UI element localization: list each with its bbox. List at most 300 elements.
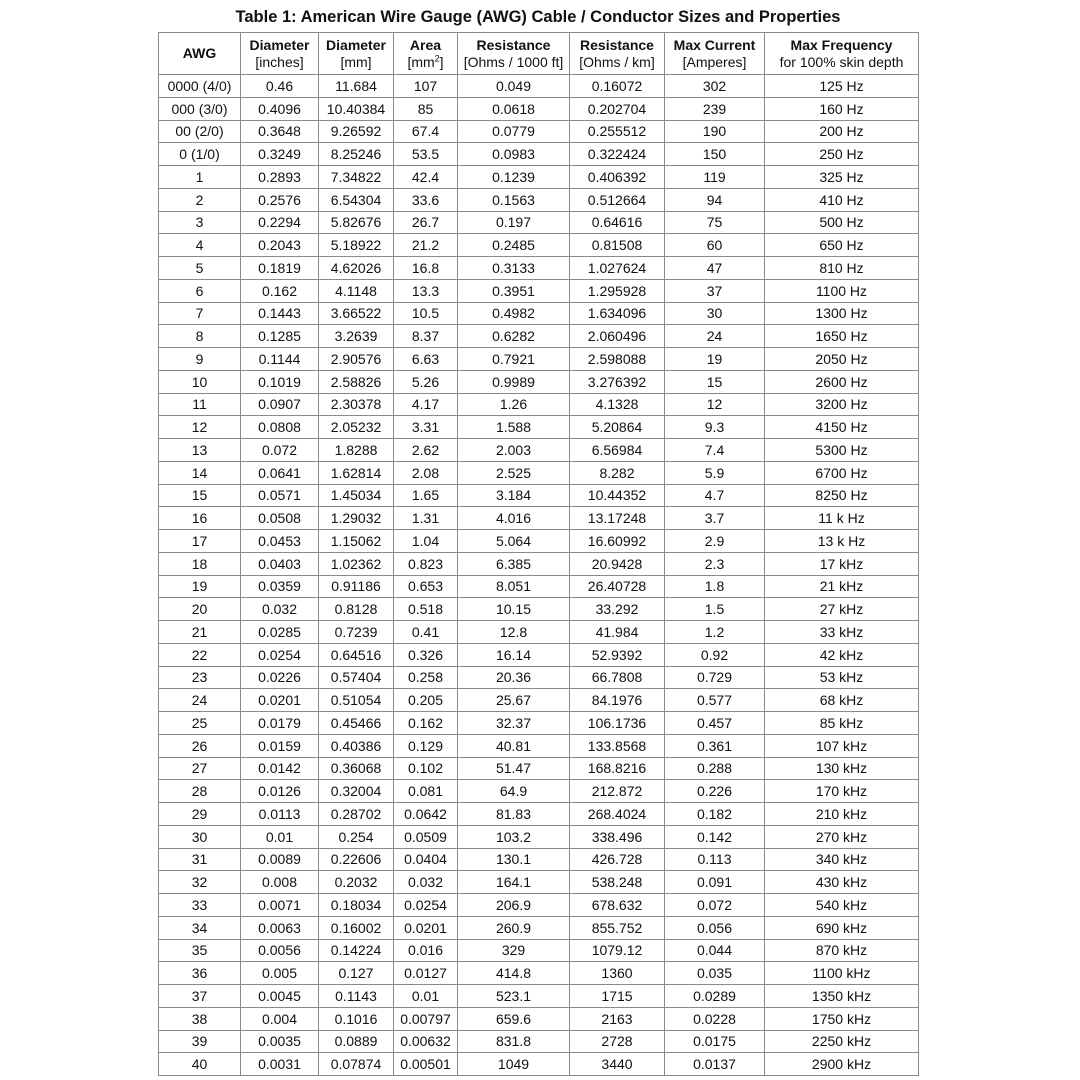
header-unit: [Ohms / km] xyxy=(579,53,655,70)
resistance-km-cell: 2.060496 xyxy=(570,325,665,348)
resistance-ft-cell: 3.184 xyxy=(458,484,570,507)
header-awg xyxy=(159,33,241,75)
awg-cell: 8 xyxy=(159,325,241,348)
table-row xyxy=(159,621,919,644)
resistance-ft-cell: 0.1563 xyxy=(458,188,570,211)
area-cell: 0.326 xyxy=(394,643,458,666)
header-unit-pre: [mm xyxy=(407,53,435,70)
diameter-mm-cell: 0.1143 xyxy=(319,985,394,1008)
header-title: Resistance xyxy=(476,36,551,53)
max-frequency-cell: 1100 kHz xyxy=(765,962,919,985)
awg-cell: 1 xyxy=(159,166,241,189)
diameter-inches-cell: 0.005 xyxy=(241,962,319,985)
awg-cell: 28 xyxy=(159,780,241,803)
resistance-ft-cell: 523.1 xyxy=(458,985,570,1008)
diameter-inches-cell: 0.0571 xyxy=(241,484,319,507)
diameter-inches-cell: 0.0226 xyxy=(241,666,319,689)
awg-cell: 23 xyxy=(159,666,241,689)
awg-cell: 39 xyxy=(159,1030,241,1053)
awg-cell: 3 xyxy=(159,211,241,234)
resistance-ft-cell: 1.588 xyxy=(458,416,570,439)
area-cell: 53.5 xyxy=(394,143,458,166)
resistance-ft-cell: 0.0779 xyxy=(458,120,570,143)
awg-cell: 22 xyxy=(159,643,241,666)
diameter-inches-cell: 0.0285 xyxy=(241,621,319,644)
resistance-ft-cell: 0.3951 xyxy=(458,279,570,302)
awg-cell: 12 xyxy=(159,416,241,439)
diameter-mm-cell: 0.07874 xyxy=(319,1053,394,1076)
max-current-cell: 75 xyxy=(665,211,765,234)
diameter-mm-cell: 3.66522 xyxy=(319,302,394,325)
diameter-mm-cell: 1.8288 xyxy=(319,439,394,462)
area-cell: 1.31 xyxy=(394,507,458,530)
max-current-cell: 190 xyxy=(665,120,765,143)
awg-cell: 000 (3/0) xyxy=(159,97,241,120)
table-row xyxy=(159,1053,919,1076)
max-current-cell: 0.226 xyxy=(665,780,765,803)
diameter-inches-cell: 0.0808 xyxy=(241,416,319,439)
max-frequency-cell: 270 kHz xyxy=(765,825,919,848)
resistance-ft-cell: 20.36 xyxy=(458,666,570,689)
resistance-km-cell: 0.64616 xyxy=(570,211,665,234)
awg-cell: 35 xyxy=(159,939,241,962)
diameter-inches-cell: 0.01 xyxy=(241,825,319,848)
diameter-mm-cell: 11.684 xyxy=(319,75,394,98)
table-row xyxy=(159,939,919,962)
area-cell: 0.102 xyxy=(394,757,458,780)
table-row xyxy=(159,575,919,598)
diameter-inches-cell: 0.0641 xyxy=(241,461,319,484)
awg-cell: 10 xyxy=(159,370,241,393)
table-row xyxy=(159,985,919,1008)
diameter-mm-cell: 0.45466 xyxy=(319,712,394,735)
max-frequency-cell: 53 kHz xyxy=(765,666,919,689)
max-frequency-cell: 2600 Hz xyxy=(765,370,919,393)
max-current-cell: 7.4 xyxy=(665,439,765,462)
resistance-ft-cell: 32.37 xyxy=(458,712,570,735)
max-frequency-cell: 6700 Hz xyxy=(765,461,919,484)
area-cell: 67.4 xyxy=(394,120,458,143)
max-frequency-cell: 5300 Hz xyxy=(765,439,919,462)
max-frequency-cell: 8250 Hz xyxy=(765,484,919,507)
max-current-cell: 0.113 xyxy=(665,848,765,871)
awg-cell: 40 xyxy=(159,1053,241,1076)
resistance-ft-cell: 0.049 xyxy=(458,75,570,98)
diameter-mm-cell: 1.15062 xyxy=(319,530,394,553)
resistance-km-cell: 3.276392 xyxy=(570,370,665,393)
resistance-km-cell: 13.17248 xyxy=(570,507,665,530)
area-cell: 1.65 xyxy=(394,484,458,507)
header-unit: [inches] xyxy=(255,53,304,70)
header-title: Area xyxy=(409,36,442,53)
diameter-inches-cell: 0.008 xyxy=(241,871,319,894)
max-current-cell: 0.457 xyxy=(665,712,765,735)
diameter-inches-cell: 0.0113 xyxy=(241,803,319,826)
max-frequency-cell: 4150 Hz xyxy=(765,416,919,439)
resistance-km-cell: 66.7808 xyxy=(570,666,665,689)
max-current-cell: 0.288 xyxy=(665,757,765,780)
diameter-mm-cell: 5.18922 xyxy=(319,234,394,257)
awg-cell: 37 xyxy=(159,985,241,1008)
diameter-mm-cell: 10.40384 xyxy=(319,97,394,120)
diameter-inches-cell: 0.2294 xyxy=(241,211,319,234)
diameter-mm-cell: 0.2032 xyxy=(319,871,394,894)
max-frequency-cell: 11 k Hz xyxy=(765,507,919,530)
header-title: AWG xyxy=(182,45,217,61)
table-row xyxy=(159,325,919,348)
awg-cell: 19 xyxy=(159,575,241,598)
max-frequency-cell: 160 Hz xyxy=(765,97,919,120)
awg-cell: 38 xyxy=(159,1007,241,1030)
resistance-ft-cell: 1049 xyxy=(458,1053,570,1076)
diameter-mm-cell: 0.64516 xyxy=(319,643,394,666)
header-unit xyxy=(394,54,457,71)
max-current-cell: 5.9 xyxy=(665,461,765,484)
resistance-km-cell: 10.44352 xyxy=(570,484,665,507)
resistance-ft-cell: 0.1239 xyxy=(458,166,570,189)
diameter-mm-cell: 0.32004 xyxy=(319,780,394,803)
resistance-km-cell: 1.027624 xyxy=(570,257,665,280)
table-row xyxy=(159,552,919,575)
area-cell: 0.0127 xyxy=(394,962,458,985)
diameter-mm-cell: 1.62814 xyxy=(319,461,394,484)
awg-cell: 14 xyxy=(159,461,241,484)
area-cell: 0.258 xyxy=(394,666,458,689)
area-cell: 33.6 xyxy=(394,188,458,211)
area-cell: 42.4 xyxy=(394,166,458,189)
max-current-cell: 37 xyxy=(665,279,765,302)
table-header xyxy=(159,33,919,75)
table-row xyxy=(159,507,919,530)
diameter-inches-cell: 0.1144 xyxy=(241,348,319,371)
resistance-ft-cell: 64.9 xyxy=(458,780,570,803)
area-cell: 0.162 xyxy=(394,712,458,735)
area-cell: 0.41 xyxy=(394,621,458,644)
area-cell: 0.00632 xyxy=(394,1030,458,1053)
awg-cell: 6 xyxy=(159,279,241,302)
table-row xyxy=(159,1007,919,1030)
diameter-inches-cell: 0.0063 xyxy=(241,916,319,939)
max-current-cell: 12 xyxy=(665,393,765,416)
area-cell: 0.0642 xyxy=(394,803,458,826)
area-cell: 0.518 xyxy=(394,598,458,621)
diameter-inches-cell: 0.072 xyxy=(241,439,319,462)
table-row xyxy=(159,1030,919,1053)
max-current-cell: 0.92 xyxy=(665,643,765,666)
max-current-cell: 15 xyxy=(665,370,765,393)
max-current-cell: 0.0175 xyxy=(665,1030,765,1053)
diameter-mm-cell: 1.02362 xyxy=(319,552,394,575)
awg-cell: 4 xyxy=(159,234,241,257)
max-current-cell: 1.5 xyxy=(665,598,765,621)
area-cell: 0.0404 xyxy=(394,848,458,871)
max-current-cell: 2.3 xyxy=(665,552,765,575)
max-frequency-cell: 250 Hz xyxy=(765,143,919,166)
diameter-mm-cell: 0.127 xyxy=(319,962,394,985)
max-frequency-cell: 27 kHz xyxy=(765,598,919,621)
resistance-km-cell: 4.1328 xyxy=(570,393,665,416)
header-title: Diameter xyxy=(249,36,310,53)
table-row xyxy=(159,166,919,189)
max-frequency-cell: 650 Hz xyxy=(765,234,919,257)
header-unit-post: ] xyxy=(439,53,444,70)
header-area xyxy=(394,33,458,75)
max-current-cell: 2.9 xyxy=(665,530,765,553)
resistance-km-cell: 84.1976 xyxy=(570,689,665,712)
resistance-km-cell: 1079.12 xyxy=(570,939,665,962)
diameter-inches-cell: 0.162 xyxy=(241,279,319,302)
awg-cell: 36 xyxy=(159,962,241,985)
awg-cell: 9 xyxy=(159,348,241,371)
diameter-mm-cell: 0.18034 xyxy=(319,894,394,917)
resistance-ft-cell: 0.7921 xyxy=(458,348,570,371)
area-cell: 0.0254 xyxy=(394,894,458,917)
max-frequency-cell: 2250 kHz xyxy=(765,1030,919,1053)
table-row xyxy=(159,780,919,803)
resistance-ft-cell: 831.8 xyxy=(458,1030,570,1053)
max-frequency-cell: 3200 Hz xyxy=(765,393,919,416)
diameter-mm-cell: 0.22606 xyxy=(319,848,394,871)
area-cell: 0.0201 xyxy=(394,916,458,939)
table-row xyxy=(159,211,919,234)
area-cell: 1.04 xyxy=(394,530,458,553)
area-cell: 0.081 xyxy=(394,780,458,803)
max-current-cell: 239 xyxy=(665,97,765,120)
resistance-km-cell: 0.202704 xyxy=(570,97,665,120)
resistance-ft-cell: 12.8 xyxy=(458,621,570,644)
resistance-ft-cell: 51.47 xyxy=(458,757,570,780)
max-current-cell: 0.729 xyxy=(665,666,765,689)
diameter-mm-cell: 1.45034 xyxy=(319,484,394,507)
diameter-inches-cell: 0.0201 xyxy=(241,689,319,712)
diameter-mm-cell: 1.29032 xyxy=(319,507,394,530)
max-frequency-cell: 1300 Hz xyxy=(765,302,919,325)
max-frequency-cell: 200 Hz xyxy=(765,120,919,143)
resistance-ft-cell: 0.9989 xyxy=(458,370,570,393)
resistance-km-cell: 538.248 xyxy=(570,871,665,894)
max-current-cell: 0.035 xyxy=(665,962,765,985)
resistance-km-cell: 106.1736 xyxy=(570,712,665,735)
awg-cell: 32 xyxy=(159,871,241,894)
resistance-km-cell: 0.255512 xyxy=(570,120,665,143)
resistance-km-cell: 3440 xyxy=(570,1053,665,1076)
diameter-mm-cell: 0.57404 xyxy=(319,666,394,689)
awg-cell: 21 xyxy=(159,621,241,644)
resistance-km-cell: 33.292 xyxy=(570,598,665,621)
diameter-mm-cell: 0.7239 xyxy=(319,621,394,644)
diameter-inches-cell: 0.032 xyxy=(241,598,319,621)
diameter-inches-cell: 0.0031 xyxy=(241,1053,319,1076)
diameter-inches-cell: 0.0159 xyxy=(241,734,319,757)
max-frequency-cell: 1350 kHz xyxy=(765,985,919,1008)
max-current-cell: 1.8 xyxy=(665,575,765,598)
resistance-km-cell: 268.4024 xyxy=(570,803,665,826)
resistance-km-cell: 2.598088 xyxy=(570,348,665,371)
max-frequency-cell: 170 kHz xyxy=(765,780,919,803)
diameter-inches-cell: 0.2043 xyxy=(241,234,319,257)
resistance-km-cell: 1715 xyxy=(570,985,665,1008)
resistance-km-cell: 168.8216 xyxy=(570,757,665,780)
header-unit: [mm] xyxy=(340,53,372,70)
table-row xyxy=(159,598,919,621)
area-cell: 8.37 xyxy=(394,325,458,348)
area-cell: 2.08 xyxy=(394,461,458,484)
resistance-ft-cell: 130.1 xyxy=(458,848,570,871)
resistance-ft-cell: 0.0618 xyxy=(458,97,570,120)
max-frequency-cell: 21 kHz xyxy=(765,575,919,598)
awg-cell: 5 xyxy=(159,257,241,280)
awg-cell: 31 xyxy=(159,848,241,871)
awg-cell: 34 xyxy=(159,916,241,939)
max-current-cell: 0.091 xyxy=(665,871,765,894)
max-frequency-cell: 430 kHz xyxy=(765,871,919,894)
header-title: Max Current xyxy=(673,36,756,53)
diameter-mm-cell: 8.25246 xyxy=(319,143,394,166)
area-cell: 85 xyxy=(394,97,458,120)
diameter-inches-cell: 0.3249 xyxy=(241,143,319,166)
max-current-cell: 1.2 xyxy=(665,621,765,644)
max-current-cell: 19 xyxy=(665,348,765,371)
area-cell: 26.7 xyxy=(394,211,458,234)
diameter-inches-cell: 0.4096 xyxy=(241,97,319,120)
header-max-frequency xyxy=(765,33,919,75)
max-current-cell: 9.3 xyxy=(665,416,765,439)
header-resistance-ft xyxy=(458,33,570,75)
table-body xyxy=(159,75,919,1076)
area-cell: 0.205 xyxy=(394,689,458,712)
max-frequency-cell: 690 kHz xyxy=(765,916,919,939)
resistance-km-cell: 26.40728 xyxy=(570,575,665,598)
max-current-cell: 0.182 xyxy=(665,803,765,826)
header-row xyxy=(159,33,919,75)
diameter-mm-cell: 4.62026 xyxy=(319,257,394,280)
area-cell: 13.3 xyxy=(394,279,458,302)
awg-cell: 17 xyxy=(159,530,241,553)
diameter-inches-cell: 0.2576 xyxy=(241,188,319,211)
max-current-cell: 0.0137 xyxy=(665,1053,765,1076)
diameter-mm-cell: 2.30378 xyxy=(319,393,394,416)
max-frequency-cell: 2050 Hz xyxy=(765,348,919,371)
diameter-inches-cell: 0.1443 xyxy=(241,302,319,325)
diameter-mm-cell: 9.26592 xyxy=(319,120,394,143)
resistance-ft-cell: 164.1 xyxy=(458,871,570,894)
max-current-cell: 119 xyxy=(665,166,765,189)
table-row xyxy=(159,871,919,894)
max-current-cell: 30 xyxy=(665,302,765,325)
max-frequency-cell: 68 kHz xyxy=(765,689,919,712)
diameter-mm-cell: 7.34822 xyxy=(319,166,394,189)
table-row xyxy=(159,734,919,757)
diameter-inches-cell: 0.0056 xyxy=(241,939,319,962)
diameter-mm-cell: 0.8128 xyxy=(319,598,394,621)
diameter-inches-cell: 0.1285 xyxy=(241,325,319,348)
table-row xyxy=(159,75,919,98)
area-cell: 21.2 xyxy=(394,234,458,257)
resistance-ft-cell: 5.064 xyxy=(458,530,570,553)
diameter-inches-cell: 0.1019 xyxy=(241,370,319,393)
area-cell: 0.00797 xyxy=(394,1007,458,1030)
awg-cell: 20 xyxy=(159,598,241,621)
awg-cell: 24 xyxy=(159,689,241,712)
max-current-cell: 0.142 xyxy=(665,825,765,848)
header-title: Resistance xyxy=(580,36,654,53)
area-cell: 0.016 xyxy=(394,939,458,962)
max-frequency-cell: 13 k Hz xyxy=(765,530,919,553)
header-diameter-mm xyxy=(319,33,394,75)
max-frequency-cell: 540 kHz xyxy=(765,894,919,917)
diameter-mm-cell: 5.82676 xyxy=(319,211,394,234)
awg-cell: 27 xyxy=(159,757,241,780)
awg-cell: 30 xyxy=(159,825,241,848)
header-unit: for 100% skin depth xyxy=(779,53,904,70)
table-title: Table 1: American Wire Gauge (AWG) Cable / Conductor Sizes and Properties xyxy=(235,8,841,26)
awg-cell: 18 xyxy=(159,552,241,575)
max-current-cell: 60 xyxy=(665,234,765,257)
max-current-cell: 47 xyxy=(665,257,765,280)
area-cell: 107 xyxy=(394,75,458,98)
diameter-mm-cell: 0.1016 xyxy=(319,1007,394,1030)
diameter-mm-cell: 0.28702 xyxy=(319,803,394,826)
diameter-mm-cell: 2.58826 xyxy=(319,370,394,393)
resistance-km-cell: 8.282 xyxy=(570,461,665,484)
max-frequency-cell: 325 Hz xyxy=(765,166,919,189)
resistance-km-cell: 426.728 xyxy=(570,848,665,871)
diameter-inches-cell: 0.0126 xyxy=(241,780,319,803)
header-diameter-inches xyxy=(241,33,319,75)
diameter-mm-cell: 3.2639 xyxy=(319,325,394,348)
awg-cell: 11 xyxy=(159,393,241,416)
diameter-mm-cell: 0.36068 xyxy=(319,757,394,780)
resistance-ft-cell: 81.83 xyxy=(458,803,570,826)
resistance-ft-cell: 25.67 xyxy=(458,689,570,712)
resistance-ft-cell: 40.81 xyxy=(458,734,570,757)
max-frequency-cell: 125 Hz xyxy=(765,75,919,98)
diameter-mm-cell: 0.254 xyxy=(319,825,394,848)
resistance-ft-cell: 0.6282 xyxy=(458,325,570,348)
table-row xyxy=(159,825,919,848)
max-frequency-cell: 500 Hz xyxy=(765,211,919,234)
resistance-km-cell: 0.512664 xyxy=(570,188,665,211)
diameter-inches-cell: 0.1819 xyxy=(241,257,319,280)
diameter-mm-cell: 6.54304 xyxy=(319,188,394,211)
resistance-ft-cell: 0.2485 xyxy=(458,234,570,257)
resistance-km-cell: 855.752 xyxy=(570,916,665,939)
diameter-inches-cell: 0.0907 xyxy=(241,393,319,416)
resistance-km-cell: 0.81508 xyxy=(570,234,665,257)
diameter-inches-cell: 0.0179 xyxy=(241,712,319,735)
resistance-km-cell: 338.496 xyxy=(570,825,665,848)
diameter-mm-cell: 0.40386 xyxy=(319,734,394,757)
resistance-km-cell: 133.8568 xyxy=(570,734,665,757)
resistance-km-cell: 1360 xyxy=(570,962,665,985)
header-title: Max Frequency xyxy=(790,36,893,53)
diameter-inches-cell: 0.0142 xyxy=(241,757,319,780)
area-cell: 3.31 xyxy=(394,416,458,439)
table-row xyxy=(159,143,919,166)
awg-cell: 0000 (4/0) xyxy=(159,75,241,98)
table-row xyxy=(159,757,919,780)
resistance-km-cell: 0.406392 xyxy=(570,166,665,189)
table-row xyxy=(159,894,919,917)
max-current-cell: 0.072 xyxy=(665,894,765,917)
table-row xyxy=(159,689,919,712)
header-unit: [Ohms / 1000 ft] xyxy=(463,53,564,70)
area-cell: 2.62 xyxy=(394,439,458,462)
resistance-km-cell: 2728 xyxy=(570,1030,665,1053)
max-frequency-cell: 17 kHz xyxy=(765,552,919,575)
diameter-inches-cell: 0.0254 xyxy=(241,643,319,666)
resistance-ft-cell: 0.0983 xyxy=(458,143,570,166)
